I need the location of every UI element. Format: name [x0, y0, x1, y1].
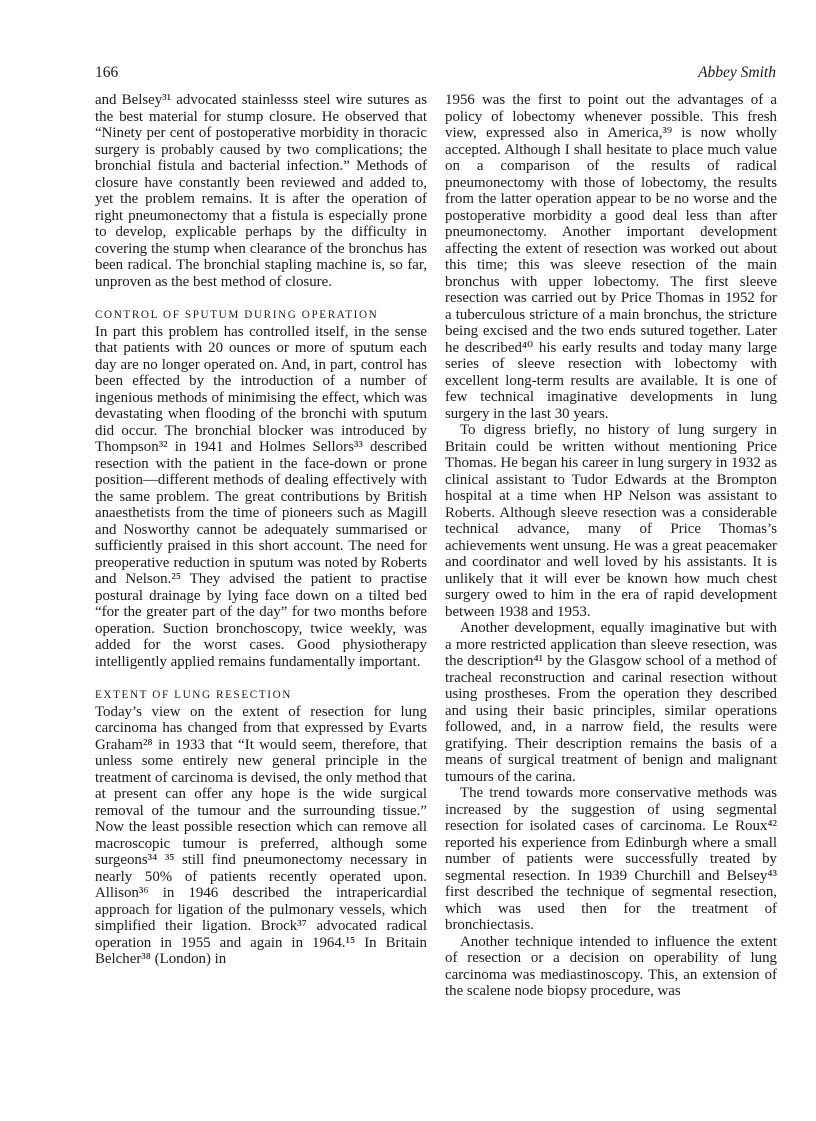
paragraph: The trend towards more conservative methods was increased by the suggestion of using segmental resection for isolated cases of carcinoma. Le Roux⁴² reported his experience from Edinburgh where a small number of patients were successfully treated by segmental resection. In 1939 Churchill and Belsey⁴³ first described the technique of segmental resection, which was used then for the treatment of bronchiectasis. [445, 785, 777, 933]
paragraph: Another technique intended to influence the extent of resection or a decision on operability of lung carcinoma was mediastinoscopy. This, an extension of the scalene node biopsy procedure, was [445, 933, 777, 999]
right-column [445, 92, 777, 1000]
paragraph: Today’s view on the extent of resection for lung carcinoma has changed from that expressed by Evarts Graham²⁸ in 1933 that “It would seem, therefore, that unless some entirely new general principle in the treatment of carcinoma is devised, the only method that at present can offer any hope is the wide surgical removal of the tumour and the surrounding tissue.” Now the least possible resection which can remove all macroscopic tumour is preferred, although some surgeons³⁴ ³⁵ still find pneumonectomy necessary in nearly 50% of patients recently operated upon. Allison³⁶ in 1946 described the intrapericardial approach for ligation of the pulmonary vessels, which simplified their ligation. Brock³⁷ advocated radical operation in 1955 and again in 1964.¹⁵ In Britain Belcher³⁸ (London) in [95, 703, 427, 967]
running-header-author: Abbey Smith [698, 64, 776, 81]
paragraph: To digress briefly, no history of lung surgery in Britain could be written without mentioning Price Thomas. He began his career in lung surgery in 1932 as clinical assistant to Tudor Edwards at the Brompton hospital at a time when HP Nelson was assistant to Roberts. Although sleeve resection was a considerable technical advance, many of Price Thomas’s achievements went unsung. He was a great peacemaker and coordinator and well loved by his assistants. It is unlikely that it will ever be known how much chest surgery owed to him in the era of rapid development between 1938 and 1953. [445, 422, 777, 620]
section-heading: CONTROL OF SPUTUM DURING OPERATION [95, 309, 379, 321]
paragraph: 1956 was the first to point out the advantages of a policy of lobectomy whenever possible. This fresh view, expressed also in America,³⁹ is now wholly accepted. Although I shall hesitate to place much value on a comparison of the results of radical pneumonectomy with those of lobectomy, the results from the latter operation appear to be no worse and the postoperative morbidity a good deal less than after pneumonectomy. Another important development affecting the extent of resection was worked out about this time; this was sleeve resection of the main bronchus with upper lobectomy. The first sleeve resection was carried out by Price Thomas in 1952 for a tuberculous stricture of a main bronchus, the stricture being excised and the two ends sutured together. Later he described⁴⁰ his early results and today many large series of sleeve resection with lobectomy with excellent long-term results are available. It is one of few technical imaginative developments in lung surgery in the last 30 years. [445, 92, 777, 422]
section-heading: EXTENT OF LUNG RESECTION [95, 689, 292, 701]
paragraph: and Belsey³¹ advocated stainlesss steel wire sutures as the best material for stump closure. He observed that “Ninety per cent of postoperative morbidity in thoracic surgery is probably caused by two complications; the bronchial fistula and bacterial infection.” Methods of closure have constantly been reviewed and added to, yet the problem remains. It is after the operation of right pneumonectomy that a fistula is especially prone to develop, explicable perhaps by the difficulty in covering the stump when clearance of the bronchus has been radical. The bronchial stapling machine is, so far, unproven as the best method of closure. [95, 92, 427, 290]
paragraph: In part this problem has controlled itself, in the sense that patients with 20 ounces or more of sputum each day are no longer operated on. And, in part, control has been effected by the introduction of a number of ingenious methods of minimising the effect, which was devastating when flooding of the bronchi with sputum did occur. The bronchial blocker was introduced by Thompson³² in 1941 and Holmes Sellors³³ described resection with the patient in the face-down or prone position—different methods of dealing effectively with the same problem. The great contributions by British anaesthetists from the time of pioneers such as Magill and Nosworthy cannot be adequately summarised or sufficiently praised in this short account. The need for preoperative reduction in sputum was noted by Roberts and Nelson.²⁵ They advised the patient to practise postural drainage by lying face down on a tilted bed “for the greater part of the day” for two months before operation. Suction bronchoscopy, twice weekly, was added for the worst cases. Good physiotherapy intelligently applied remains fundamentally important. [95, 323, 427, 670]
page-number: 166 [95, 64, 119, 81]
paragraph: Another development, equally imaginative but with a more restricted application than sleeve resection, was the description⁴¹ by the Glasgow school of a method of tracheal reconstruction and carinal resection without using prostheses. From the operation they described and using their basic principles, similar operations followed, and, in a narrow field, the results were gratifying. Their description remains the basis of a means of surgical treatment of benign and malignant tumours of the carina. [445, 620, 777, 785]
left-column [95, 92, 427, 968]
